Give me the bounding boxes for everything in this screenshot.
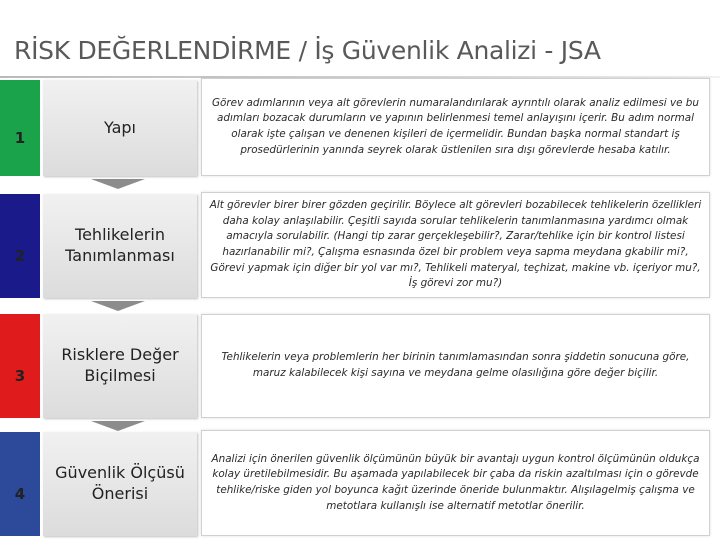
- step-3-description: [201, 314, 710, 418]
- page-title: RİSK DEĞERLENDİRME / İş Güvenlik Analizi - JSA: [14, 36, 601, 65]
- step-2-number-block: [0, 194, 40, 298]
- step-description-text: Görev adımlarının veya alt görevlerin numaralandırılarak ayrıntılı olarak analiz edilmesi ve bu adımları bozacak durumların ve yapının belirlenmesi temel anlayışını içerir. Bu adım normal olarak işte çalışan ve denenen kişileri de içermelidir. Bundan başka normal standart iş prosedürlerinin yanında seyrek olarak üstlenilen sıra dışı görevlerde hesaba katılır.: [212, 96, 699, 156]
- step-2-description: [201, 192, 710, 298]
- step-number: 2: [14, 247, 26, 265]
- flow-arrow-2: [91, 301, 145, 311]
- step-1-number-block: [0, 80, 40, 176]
- flow-arrow-3: [91, 421, 145, 431]
- step-4-box: [43, 432, 197, 536]
- step-1-box: [43, 80, 197, 176]
- step-label: Güvenlik Ölçüsü Önerisi: [55, 463, 185, 503]
- step-description-text: Tehlikelerin veya problemlerin her birinin tanımlamasından sonra şiddetin sonucuna göre, maruz kalabilecek kişi sayına ve meydana gelme olasılığına göre değer biçilir.: [221, 351, 690, 379]
- step-1-description: [201, 78, 710, 176]
- step-description-text: Analizi için önerilen güvenlik ölçümünün büyük bir avantajı uygun kontrol ölçümünün oldukça kolay üretilebilmesidir. Bu aşamada yapılabilecek bir çaba da riskin azaltılması için o görevde tehlike/riske giden yol boyunca kağıt üzerinde öneride bulunmaktır. Alışılagelmiş çalışma ve metotlara kullanışlı ise alternatif metotlar önerilir.: [211, 452, 700, 512]
- step-number: 4: [14, 485, 26, 503]
- step-label: Tehlikelerin Tanımlanması: [65, 225, 175, 265]
- step-4-number-block: [0, 432, 40, 536]
- step-3-number-block: [0, 314, 40, 418]
- step-3-box: [43, 314, 197, 418]
- step-2-box: [43, 194, 197, 298]
- step-4-description: [201, 430, 710, 536]
- step-label: Risklere Değer Biçilmesi: [61, 345, 179, 385]
- step-number: 3: [14, 367, 26, 385]
- flow-arrow-1: [91, 179, 145, 189]
- step-description-text: Alt görevler birer birer gözden geçirilir. Böylece alt görevleri bozabilecek tehlikelerin özellikleri daha kolay anlaşılabilir. Çeşitli sayıda sorular tehlikelerin tanımlanmasına yardımcı olmak amacıyla sorulabilir. (Hangi tip zarar gerçekleşebilir?, Zarar/tehlike için bir kontrol listesi hazırlanabilir mi?, Çalışma esnasında özel bir problem veya sapma meydana gkabilir mi?, Görevi yapmak için diğer bir yol var mı?, Tehlikeli materyal, teçhizat, makine vb. içeriyor mu?, İş görevi zor mu?): [209, 199, 702, 290]
- step-number: 1: [14, 129, 26, 147]
- step-label: Yapı: [104, 117, 136, 137]
